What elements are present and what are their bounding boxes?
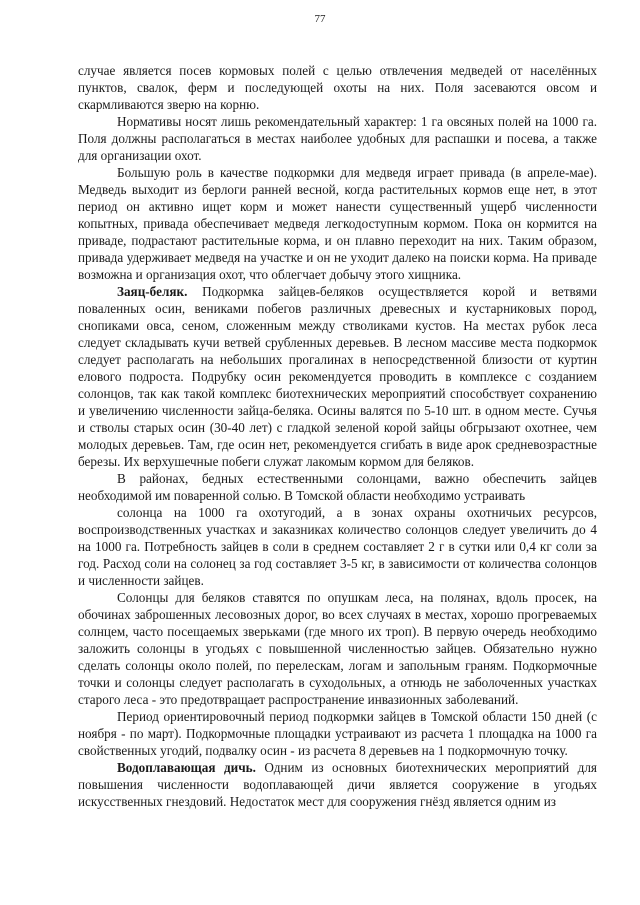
paragraph-feeding-period: [78, 708, 597, 759]
paragraph-salt-placement: [78, 589, 597, 708]
paragraph-hare: [78, 283, 597, 470]
page-number: 77: [314, 13, 326, 25]
paragraph-waterfowl: [78, 759, 597, 810]
section-heading-hare: Заяц-беляк.: [117, 284, 188, 299]
paragraph-text: Большую роль в качестве подкормки для медведя играет привада (в апреле-мае). Медведь выходит из берлоги ранней весной, когда растительных кормов еще нет, в этот период он активно ищет корм и может нанести существенный ущерб численности копытных, привада обеспечивает медведя легкодоступным кормом. Пока он кормится на приваде, подрастают растительные корма, и он плавно переходит на них. Таким образом, привада удерживает медведя на участке и он не уходит далеко на поиски корма. На приваде возможна и организация охот, что облегчает добычу этого хищника.: [78, 165, 597, 282]
paragraph-text: В районах, бедных естественными солонцами, важно обеспечить зайцев необходимой им поваренной солью. В Томской области необходимо устраивать: [78, 471, 597, 503]
paragraph-text: солонца на 1000 га охотугодий, а в зонах охраны охотничьих ресурсов, воспроизводственных участках и заказниках количество солонцов следует увеличить до 4 на 1000 га. Потребность зайцев в соли в среднем составляет 2 г в сутки или 0,4 кг соли за год. Расход соли на солонец за год составляет 3-5 кг, в зависимости от количества солонцов и численности зайцев.: [78, 505, 597, 588]
paragraph-text: случае является посев кормовых полей с целью отвлечения медведей от населённых пунктов, свалок, ферм и последующей охоты на них. Поля засеваются овсом и скармливаются зверю на корню.: [78, 63, 597, 112]
paragraph-bait: [78, 164, 597, 283]
paragraph-text: Нормативы носят лишь рекомендательный характер: 1 га овсяных полей на 1000 га. Поля должны располагаться в местах наиболее удобных для распашки и посева, а также для организации охот.: [78, 114, 597, 163]
paragraph-text: Период ориентировочный период подкормки зайцев в Томской области 150 дней (с ноября - по март). Подкормочные площадки устраивают из расчета 1 площадка на 1000 га свойственных угодий, подвалку осин - из расчета 8 деревьев на 1 подкормочную точку.: [78, 709, 597, 758]
paragraph-bear-fields-end: [78, 62, 597, 113]
paragraph-text: Солонцы для беляков ставятся по опушкам леса, на полянах, вдоль просек, на обочинах заброшенных лесовозных дорог, во всех случаях в местах, хорошо прогреваемых солнцем, часто посещаемых зверьками (где много их троп). В первую очередь необходимо заложить солонцы в угодьях с повышенной численностью зайцев. Обязательно нужно сделать солонцы около полей, по перелескам, логам и запольным граням. Подкормочные точки и солонцы следует располагать в суходольных, а отнюдь не заболоченных участках старого леса - это предотвращает распространение инвазионных заболеваний.: [78, 590, 597, 707]
body-text: [78, 62, 597, 810]
section-heading-waterfowl: Водоплавающая дичь.: [117, 760, 256, 775]
paragraph-salt-intro: [78, 470, 597, 504]
paragraph-norms: [78, 113, 597, 164]
paragraph-salt-norms: [78, 504, 597, 589]
paragraph-text: Одним из основных биотехнических мероприятий для повышения численности водоплавающей дичи является сооружение в угодьях искусственных гнездовий. Недостаток мест для сооружения гнёзд является одним из: [78, 760, 597, 809]
paragraph-text: Подкормка зайцев-беляков осуществляется корой и ветвями поваленных осин, вениками побегов различных древесных и кустарниковых пород, снопиками овса, сеном, сложенным между стволиками кустов. На местах рубок леса следует складывать кучи ветвей срубленных деревьев. В лесном массиве места подкормок следует располагать на небольших прогалинах в непосредственной близости от куртин елового подроста. Подрубку осин рекомендуется проводить в комплексе с созданием солонцов, так как такой комплекс биотехнических мероприятий способствует сохранению и увеличению численности зайца-беляка. Осины валятся по 5-10 шт. в одном месте. Сучья и стволы старых осин (30-40 лет) с гладкой зеленой корой зайцы обгрызают охотнее, чем молодых деревьев. Там, где осин нет, рекомендуется сгибать в виде арок средневозрастные березы. Их верхушечные побеги служат лакомым кормом для беляков.: [78, 284, 597, 469]
